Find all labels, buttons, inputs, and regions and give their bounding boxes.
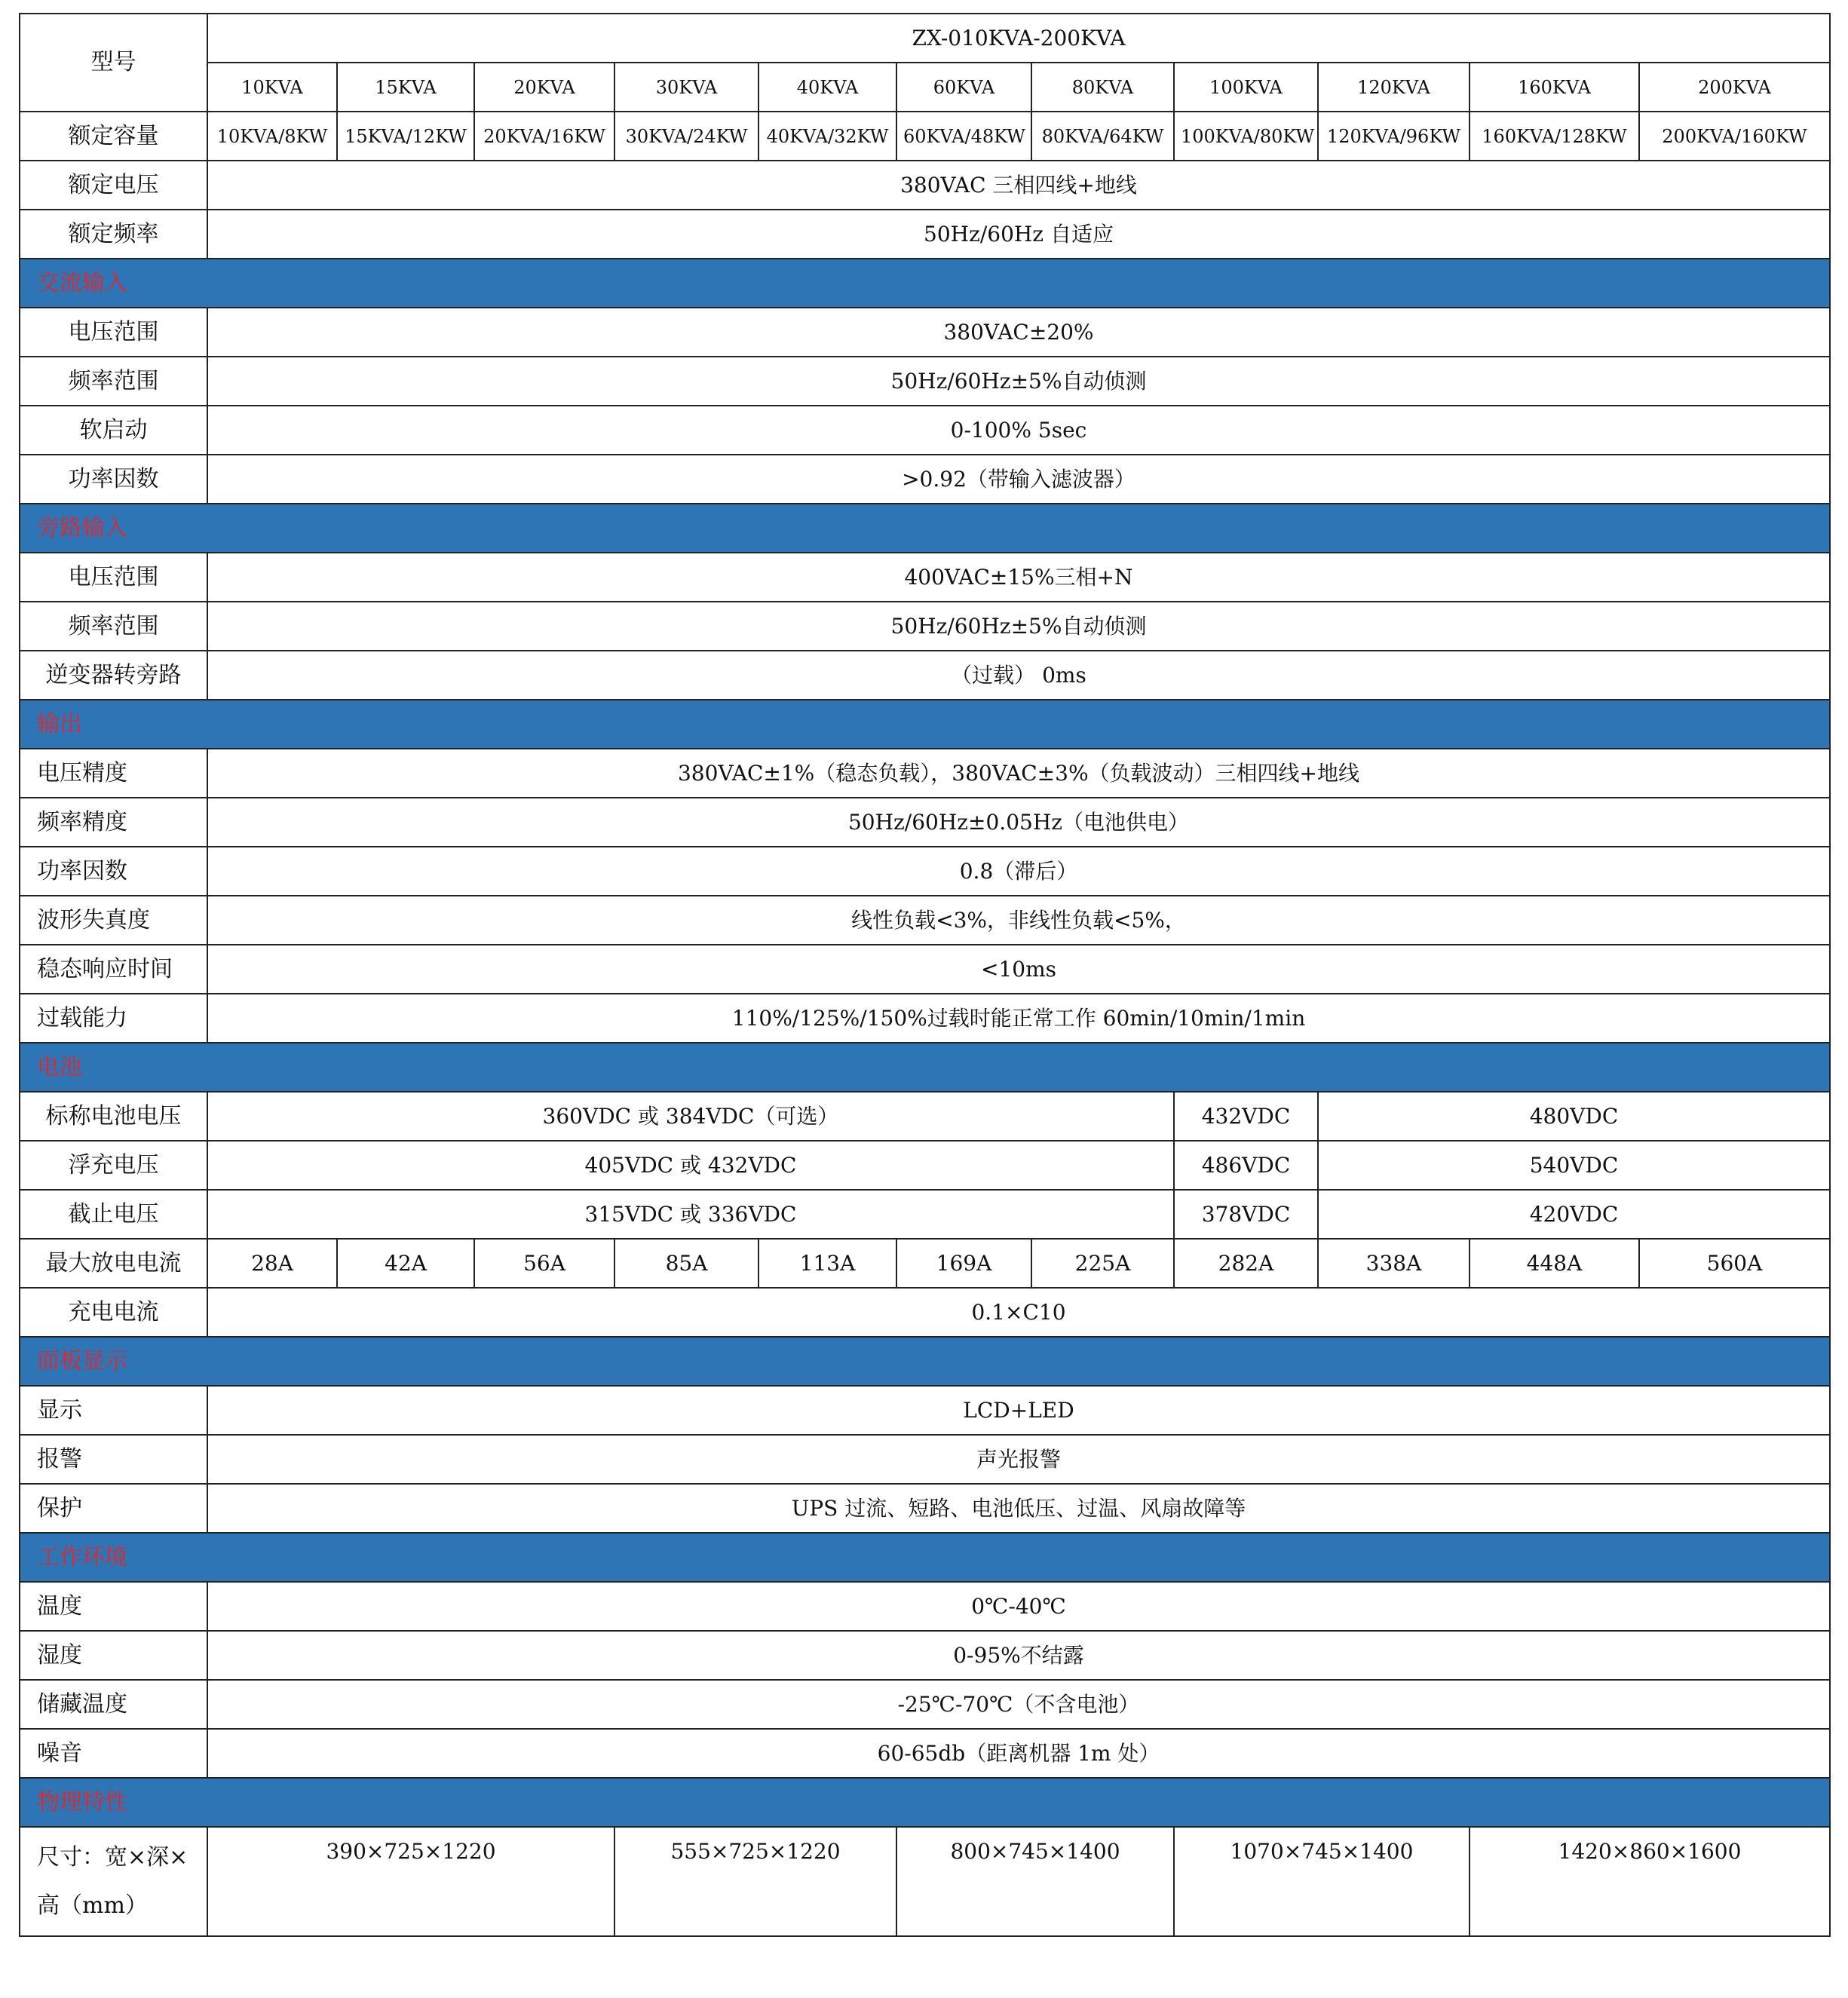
table-row [20, 1288, 1830, 1337]
capacity-cell: 80KVA/64KW [1031, 112, 1174, 161]
row-value: 360VDC 或 384VDC（可选） [207, 1092, 1174, 1141]
model-cell: 160KVA [1470, 63, 1639, 112]
row-value: LCD+LED [207, 1386, 1830, 1435]
section-output [20, 700, 1830, 749]
row-label: 逆变器转旁路 [20, 651, 207, 700]
row-value: 420VDC [1318, 1190, 1830, 1239]
section-title: 交流输入 [20, 259, 1830, 308]
row-label: 最大放电电流 [20, 1239, 207, 1288]
table-row [20, 1680, 1830, 1729]
table-row [20, 1239, 1830, 1288]
size-row [20, 1827, 1830, 1936]
row-value: -25℃-70℃（不含电池） [207, 1680, 1830, 1729]
section-title: 物理特性 [20, 1778, 1830, 1827]
size-cell: 1070×745×1400 [1174, 1827, 1470, 1936]
row-label: 频率范围 [20, 357, 207, 406]
row-value: 0-100% 5sec [207, 406, 1830, 455]
row-value: 50Hz/60Hz 自适应 [207, 210, 1830, 259]
row-label: 报警 [20, 1435, 207, 1484]
row-label: 温度 [20, 1582, 207, 1631]
row-value: 0℃-40℃ [207, 1582, 1830, 1631]
row-value: 线性负载<3%，非线性负载<5%， [207, 896, 1830, 945]
row-label: 噪音 [20, 1729, 207, 1778]
discharge-cell: 338A [1318, 1239, 1470, 1288]
capacity-cell: 10KVA/8KW [207, 112, 337, 161]
row-label: 充电电流 [20, 1288, 207, 1337]
table-row [20, 1141, 1830, 1190]
model-cell: 80KVA [1031, 63, 1174, 112]
row-label: 波形失真度 [20, 896, 207, 945]
row-label: 标称电池电压 [20, 1092, 207, 1141]
discharge-cell: 282A [1174, 1239, 1318, 1288]
row-label: 电压范围 [20, 308, 207, 357]
row-label: 额定频率 [20, 210, 207, 259]
section-ac-input [20, 259, 1830, 308]
section-physical [20, 1778, 1830, 1827]
row-value: 480VDC [1318, 1092, 1830, 1141]
discharge-cell: 113A [759, 1239, 896, 1288]
row-value: 0.1×C10 [207, 1288, 1830, 1337]
row-value: 380VAC±1%（稳态负载），380VAC±3%（负载波动）三相四线+地线 [207, 749, 1830, 798]
table-row [20, 553, 1830, 602]
row-label: 功率因数 [20, 847, 207, 896]
table-row [20, 651, 1830, 700]
table-row [20, 1582, 1830, 1631]
table-row [20, 1092, 1830, 1141]
discharge-cell: 169A [896, 1239, 1031, 1288]
table-row [20, 308, 1830, 357]
row-label: 稳态响应时间 [20, 945, 207, 994]
row-value: 0.8（滞后） [207, 847, 1830, 896]
size-cell: 390×725×1220 [207, 1827, 614, 1936]
model-cell: 15KVA [337, 63, 474, 112]
row-label: 额定电压 [20, 161, 207, 210]
row-label: 浮充电压 [20, 1141, 207, 1190]
capacity-cell: 20KVA/16KW [474, 112, 614, 161]
header-row [20, 14, 1830, 63]
row-label: 过载能力 [20, 994, 207, 1043]
capacity-cell: 200KVA/160KW [1639, 112, 1830, 161]
table-row [20, 1386, 1830, 1435]
model-cell: 100KVA [1174, 63, 1318, 112]
row-value: 380VAC 三相四线+地线 [207, 161, 1830, 210]
table-row [20, 896, 1830, 945]
row-value: 378VDC [1174, 1190, 1318, 1239]
model-row [20, 63, 1830, 112]
capacity-cell: 120KVA/96KW [1318, 112, 1470, 161]
discharge-cell: 28A [207, 1239, 337, 1288]
row-label: 截止电压 [20, 1190, 207, 1239]
row-value: 110%/125%/150%过载时能正常工作 60min/10min/1min [207, 994, 1830, 1043]
section-title: 面板显示 [20, 1337, 1830, 1386]
row-label: 功率因数 [20, 455, 207, 504]
table-row [20, 602, 1830, 651]
section-panel [20, 1337, 1830, 1386]
model-label: 型号 [20, 14, 207, 112]
section-environment [20, 1533, 1830, 1582]
model-cell: 30KVA [614, 63, 759, 112]
size-cell: 800×745×1400 [896, 1827, 1174, 1936]
row-value: UPS 过流、短路、电池低压、过温、风扇故障等 [207, 1484, 1830, 1533]
row-value: 315VDC 或 336VDC [207, 1190, 1174, 1239]
row-label: 电压范围 [20, 553, 207, 602]
row-value: 405VDC 或 432VDC [207, 1141, 1174, 1190]
ups-spec-table [19, 13, 1831, 1937]
table-row [20, 1729, 1830, 1778]
table-row [20, 1631, 1830, 1680]
discharge-cell: 560A [1639, 1239, 1830, 1288]
row-value: 50Hz/60Hz±5%自动侦测 [207, 602, 1830, 651]
capacity-cell: 40KVA/32KW [759, 112, 896, 161]
table-row [20, 749, 1830, 798]
row-label: 额定容量 [20, 112, 207, 161]
discharge-cell: 448A [1470, 1239, 1639, 1288]
table-row [20, 406, 1830, 455]
model-cell: 60KVA [896, 63, 1031, 112]
model-cell: 40KVA [759, 63, 896, 112]
discharge-cell: 85A [614, 1239, 759, 1288]
table-row [20, 994, 1830, 1043]
row-value: <10ms [207, 945, 1830, 994]
discharge-cell: 225A [1031, 1239, 1174, 1288]
row-label: 电压精度 [20, 749, 207, 798]
model-cell: 20KVA [474, 63, 614, 112]
size-cell: 555×725×1220 [614, 1827, 896, 1936]
row-value: 声光报警 [207, 1435, 1830, 1484]
discharge-cell: 56A [474, 1239, 614, 1288]
row-label: 软启动 [20, 406, 207, 455]
row-value: 432VDC [1174, 1092, 1318, 1141]
table-row [20, 847, 1830, 896]
row-label: 频率精度 [20, 798, 207, 847]
row-value: 50Hz/60Hz±0.05Hz（电池供电） [207, 798, 1830, 847]
capacity-cell: 15KVA/12KW [337, 112, 474, 161]
capacity-row [20, 112, 1830, 161]
table-row [20, 1484, 1830, 1533]
row-value: 0-95%不结露 [207, 1631, 1830, 1680]
model-series: ZX-010KVA-200KVA [207, 14, 1830, 63]
row-label: 尺寸：宽×深×高（mm） [20, 1827, 207, 1936]
table-row [20, 1190, 1830, 1239]
row-label: 储藏温度 [20, 1680, 207, 1729]
row-label: 保护 [20, 1484, 207, 1533]
table-row [20, 1435, 1830, 1484]
capacity-cell: 100KVA/80KW [1174, 112, 1318, 161]
row-label: 显示 [20, 1386, 207, 1435]
model-cell: 10KVA [207, 63, 337, 112]
row-value: （过载） 0ms [207, 651, 1830, 700]
row-label: 频率范围 [20, 602, 207, 651]
table-row [20, 357, 1830, 406]
table-row [20, 455, 1830, 504]
model-cell: 200KVA [1639, 63, 1830, 112]
row-value: 486VDC [1174, 1141, 1318, 1190]
section-title: 输出 [20, 700, 1830, 749]
rated-frequency-row [20, 210, 1830, 259]
row-value: 400VAC±15%三相+N [207, 553, 1830, 602]
row-value: 380VAC±20% [207, 308, 1830, 357]
row-value: 60-65db（距离机器 1m 处） [207, 1729, 1830, 1778]
capacity-cell: 160KVA/128KW [1470, 112, 1639, 161]
row-label: 湿度 [20, 1631, 207, 1680]
discharge-cell: 42A [337, 1239, 474, 1288]
section-title: 旁路输入 [20, 504, 1830, 553]
spec-sheet [19, 13, 1829, 1937]
row-value: >0.92（带输入滤波器） [207, 455, 1830, 504]
table-row [20, 945, 1830, 994]
row-value: 50Hz/60Hz±5%自动侦测 [207, 357, 1830, 406]
model-cell: 120KVA [1318, 63, 1470, 112]
section-bypass-input [20, 504, 1830, 553]
row-value: 540VDC [1318, 1141, 1830, 1190]
capacity-cell: 60KVA/48KW [896, 112, 1031, 161]
size-cell: 1420×860×1600 [1470, 1827, 1830, 1936]
section-title: 工作环境 [20, 1533, 1830, 1582]
rated-voltage-row [20, 161, 1830, 210]
section-title: 电池 [20, 1043, 1830, 1092]
table-row [20, 798, 1830, 847]
capacity-cell: 30KVA/24KW [614, 112, 759, 161]
section-battery [20, 1043, 1830, 1092]
